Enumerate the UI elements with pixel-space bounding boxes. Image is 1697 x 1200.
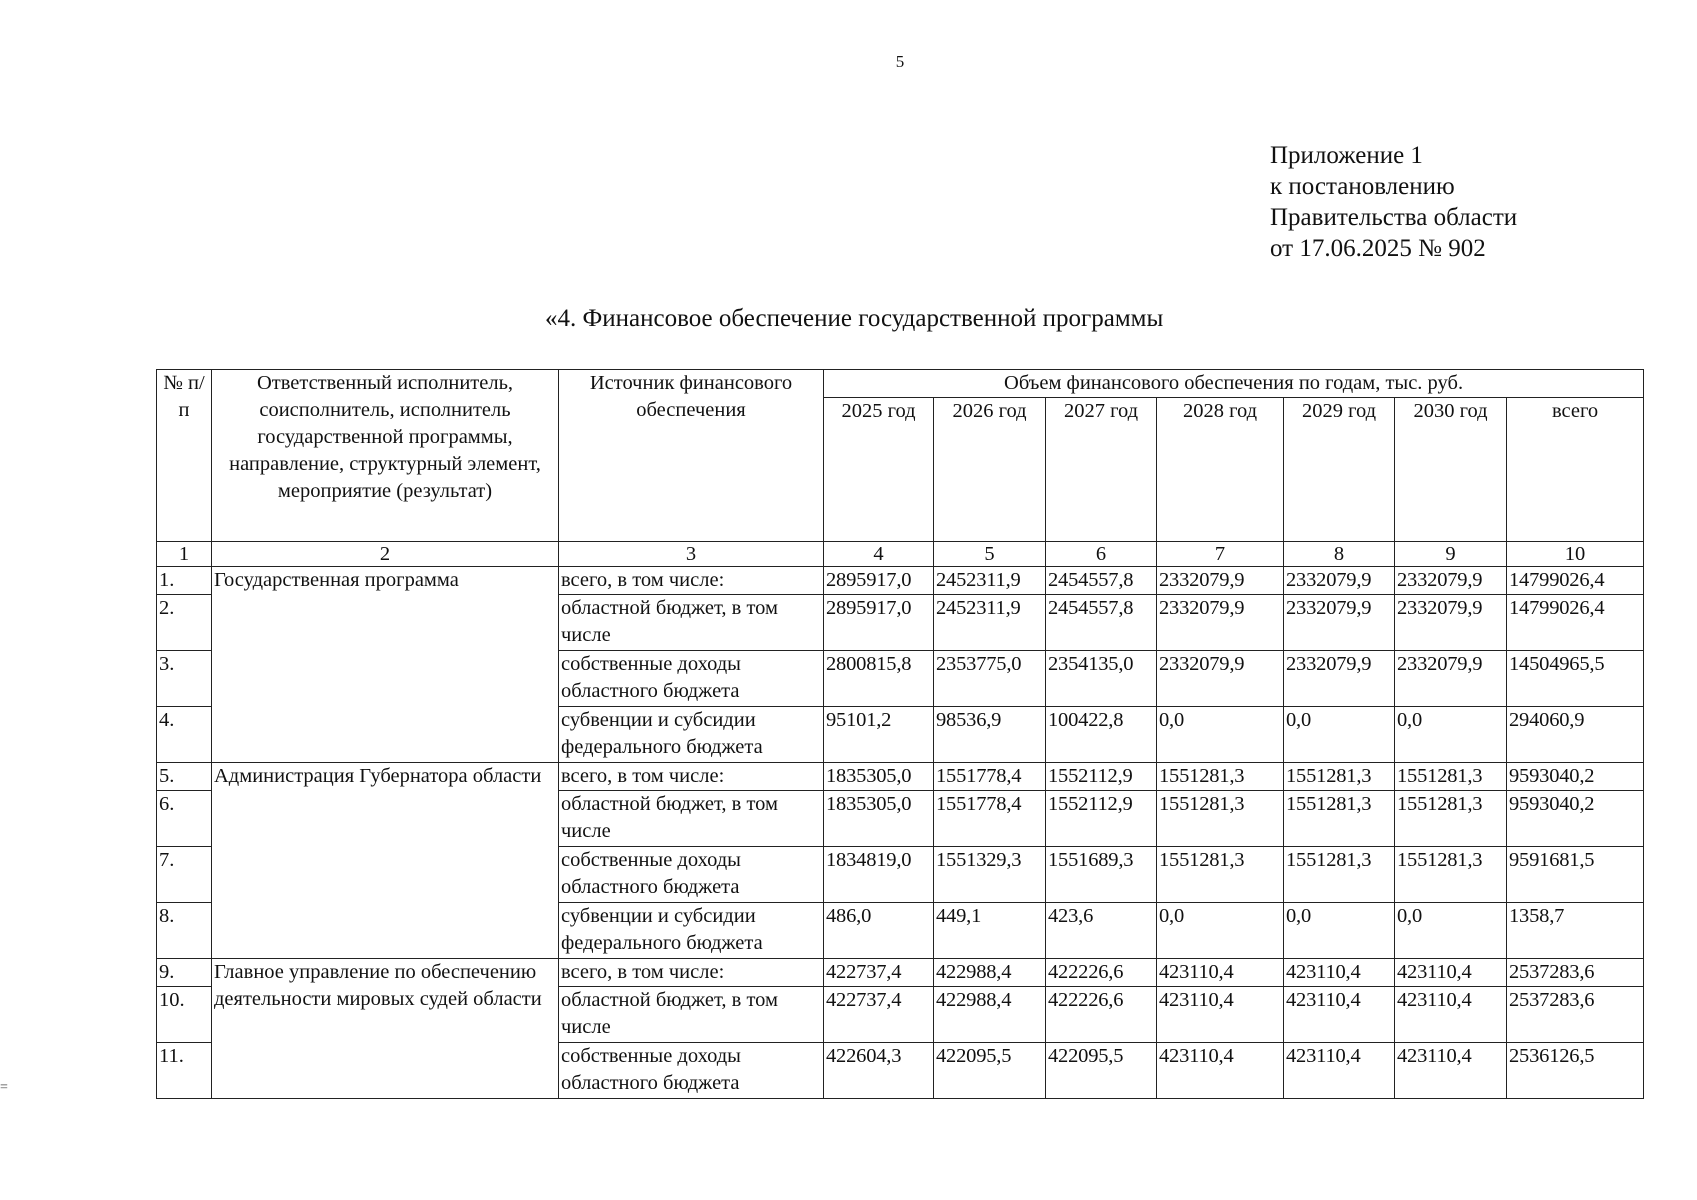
- value-cell: 1551778,4: [934, 791, 1046, 847]
- value-cell: 2537283,6: [1507, 987, 1644, 1043]
- row-number: 2.: [157, 595, 212, 651]
- row-number: 5.: [157, 763, 212, 791]
- row-number: 6.: [157, 791, 212, 847]
- row-number: 8.: [157, 903, 212, 959]
- col-number: 9: [1395, 542, 1507, 567]
- value-cell: 2332079,9: [1395, 651, 1507, 707]
- value-cell: 449,1: [934, 903, 1046, 959]
- header-2027: 2027 год: [1046, 398, 1157, 542]
- row-number: 3.: [157, 651, 212, 707]
- col-number: 6: [1046, 542, 1157, 567]
- source-cell: собственные доходы областного бюджета: [559, 847, 824, 903]
- source-cell: областной бюджет, в том числе: [559, 595, 824, 651]
- value-cell: 1551281,3: [1395, 791, 1507, 847]
- value-cell: 1551281,3: [1395, 847, 1507, 903]
- table-row: [157, 959, 1644, 987]
- header-executor: Ответственный исполнитель, соисполнитель, исполнитель государственной программы, направление, структурный элемент, мероприятие (результат): [212, 370, 559, 542]
- value-cell: 9593040,2: [1507, 763, 1644, 791]
- document-title: «4. Финансовое обеспечение государственной программы: [545, 305, 1164, 332]
- appendix-line-4: от 17.06.2025 № 902: [1270, 235, 1486, 262]
- value-cell: 1835305,0: [824, 791, 934, 847]
- source-cell: областной бюджет, в том числе: [559, 791, 824, 847]
- value-cell: 423110,4: [1284, 1043, 1395, 1099]
- value-cell: 423110,4: [1284, 959, 1395, 987]
- header-2029: 2029 год: [1284, 398, 1395, 542]
- value-cell: 486,0: [824, 903, 934, 959]
- source-cell: всего, в том числе:: [559, 763, 824, 791]
- row-number: 4.: [157, 707, 212, 763]
- value-cell: 423110,4: [1157, 1043, 1284, 1099]
- financing-table: [156, 369, 1644, 1099]
- source-cell: субвенции и субсидии федерального бюджета: [559, 707, 824, 763]
- value-cell: 2354135,0: [1046, 651, 1157, 707]
- row-number: 7.: [157, 847, 212, 903]
- appendix-line-3: Правительства области: [1270, 204, 1518, 231]
- value-cell: 422604,3: [824, 1043, 934, 1099]
- value-cell: 423,6: [1046, 903, 1157, 959]
- source-cell: всего, в том числе:: [559, 959, 824, 987]
- column-numbers-row: [157, 542, 1644, 567]
- value-cell: 422226,6: [1046, 987, 1157, 1043]
- header-2026: 2026 год: [934, 398, 1046, 542]
- col-number: 3: [559, 542, 824, 567]
- value-cell: 0,0: [1395, 707, 1507, 763]
- header-total: всего: [1507, 398, 1644, 542]
- value-cell: 294060,9: [1507, 707, 1644, 763]
- value-cell: 1835305,0: [824, 763, 934, 791]
- value-cell: 422226,6: [1046, 959, 1157, 987]
- value-cell: 9591681,5: [1507, 847, 1644, 903]
- value-cell: 423110,4: [1395, 987, 1507, 1043]
- value-cell: 0,0: [1284, 903, 1395, 959]
- value-cell: 2332079,9: [1395, 595, 1507, 651]
- col-number: 7: [1157, 542, 1284, 567]
- value-cell: 2536126,5: [1507, 1043, 1644, 1099]
- value-cell: 422988,4: [934, 987, 1046, 1043]
- value-cell: 422737,4: [824, 959, 934, 987]
- appendix-line-1: Приложение 1: [1270, 142, 1423, 169]
- col-number: 5: [934, 542, 1046, 567]
- executor-cell: Администрация Губернатора области: [212, 763, 559, 959]
- value-cell: 2332079,9: [1284, 595, 1395, 651]
- row-number: 10.: [157, 987, 212, 1043]
- value-cell: 1551281,3: [1157, 847, 1284, 903]
- header-source: Источник финансового обеспечения: [559, 370, 824, 542]
- value-cell: 1551281,3: [1284, 847, 1395, 903]
- row-number: 11.: [157, 1043, 212, 1099]
- value-cell: 1834819,0: [824, 847, 934, 903]
- value-cell: 2332079,9: [1157, 651, 1284, 707]
- value-cell: 2452311,9: [934, 567, 1046, 595]
- value-cell: 2895917,0: [824, 567, 934, 595]
- value-cell: 1551281,3: [1284, 763, 1395, 791]
- col-number: 2: [212, 542, 559, 567]
- source-cell: субвенции и субсидии федерального бюджета: [559, 903, 824, 959]
- value-cell: 2353775,0: [934, 651, 1046, 707]
- value-cell: 1551281,3: [1157, 791, 1284, 847]
- value-cell: 423110,4: [1395, 1043, 1507, 1099]
- value-cell: 14799026,4: [1507, 595, 1644, 651]
- header-2025: 2025 год: [824, 398, 934, 542]
- value-cell: 422737,4: [824, 987, 934, 1043]
- value-cell: 2537283,6: [1507, 959, 1644, 987]
- value-cell: 1552112,9: [1046, 763, 1157, 791]
- value-cell: 422095,5: [934, 1043, 1046, 1099]
- value-cell: 2332079,9: [1284, 567, 1395, 595]
- value-cell: 2454557,8: [1046, 595, 1157, 651]
- source-cell: всего, в том числе:: [559, 567, 824, 595]
- value-cell: 2895917,0: [824, 595, 934, 651]
- value-cell: 2800815,8: [824, 651, 934, 707]
- header-volume: Объем финансового обеспечения по годам, тыс. руб.: [824, 370, 1644, 398]
- value-cell: 2454557,8: [1046, 567, 1157, 595]
- value-cell: 0,0: [1395, 903, 1507, 959]
- header-2030: 2030 год: [1395, 398, 1507, 542]
- table-row: [157, 567, 1644, 595]
- value-cell: 1551689,3: [1046, 847, 1157, 903]
- value-cell: 423110,4: [1284, 987, 1395, 1043]
- col-number: 4: [824, 542, 934, 567]
- value-cell: 2332079,9: [1284, 651, 1395, 707]
- executor-cell: Главное управление по обеспечению деятельности мировых судей области: [212, 959, 559, 1099]
- value-cell: 1551281,3: [1157, 763, 1284, 791]
- value-cell: 1551778,4: [934, 763, 1046, 791]
- value-cell: 2452311,9: [934, 595, 1046, 651]
- table-row: [157, 763, 1644, 791]
- value-cell: 1551281,3: [1395, 763, 1507, 791]
- source-cell: собственные доходы областного бюджета: [559, 1043, 824, 1099]
- value-cell: 423110,4: [1157, 959, 1284, 987]
- value-cell: 1551281,3: [1284, 791, 1395, 847]
- value-cell: 422095,5: [1046, 1043, 1157, 1099]
- executor-cell: Государственная программа: [212, 567, 559, 763]
- col-number: 8: [1284, 542, 1395, 567]
- value-cell: 0,0: [1157, 707, 1284, 763]
- value-cell: 2332079,9: [1395, 567, 1507, 595]
- row-number: 9.: [157, 959, 212, 987]
- value-cell: 2332079,9: [1157, 567, 1284, 595]
- value-cell: 423110,4: [1395, 959, 1507, 987]
- value-cell: 0,0: [1284, 707, 1395, 763]
- value-cell: 1552112,9: [1046, 791, 1157, 847]
- value-cell: 9593040,2: [1507, 791, 1644, 847]
- source-cell: областной бюджет, в том числе: [559, 987, 824, 1043]
- value-cell: 98536,9: [934, 707, 1046, 763]
- value-cell: 0,0: [1157, 903, 1284, 959]
- col-number: 10: [1507, 542, 1644, 567]
- value-cell: 423110,4: [1157, 987, 1284, 1043]
- value-cell: 1358,7: [1507, 903, 1644, 959]
- value-cell: 95101,2: [824, 707, 934, 763]
- header-no: № п/п: [157, 370, 212, 542]
- value-cell: 422988,4: [934, 959, 1046, 987]
- col-number: 1: [157, 542, 212, 567]
- value-cell: 100422,8: [1046, 707, 1157, 763]
- source-cell: собственные доходы областного бюджета: [559, 651, 824, 707]
- appendix-block: [1270, 140, 1517, 264]
- row-number: 1.: [157, 567, 212, 595]
- margin-mark: =: [0, 1080, 8, 1095]
- page-number: 5: [895, 52, 905, 71]
- value-cell: 2332079,9: [1157, 595, 1284, 651]
- appendix-line-2: к постановлению: [1270, 173, 1455, 200]
- value-cell: 14504965,5: [1507, 651, 1644, 707]
- value-cell: 1551329,3: [934, 847, 1046, 903]
- header-row-1: [157, 370, 1644, 398]
- value-cell: 14799026,4: [1507, 567, 1644, 595]
- header-2028: 2028 год: [1157, 398, 1284, 542]
